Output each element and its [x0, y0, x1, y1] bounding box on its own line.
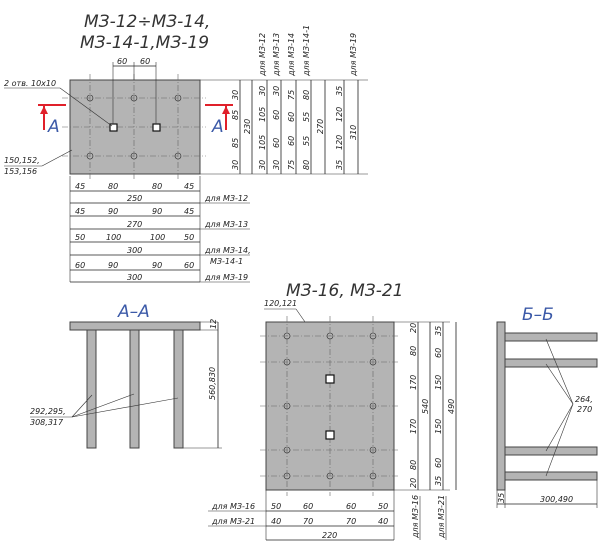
right-dims — [200, 25, 368, 174]
aa-parts-2: 308,317 — [30, 418, 64, 427]
left-dim-30a: 30 — [231, 89, 240, 100]
aa-leg — [130, 330, 139, 448]
top-view-title-line2: МЗ-14-1,МЗ-19 — [80, 33, 210, 53]
dim-row14-b: 100 — [106, 233, 122, 242]
col14-c: 60 — [287, 135, 296, 146]
col12-a: 30 — [258, 85, 267, 96]
parts-label-1: 150,152, — [4, 156, 40, 165]
mz16-a4: 170 — [409, 418, 418, 434]
label-12: для МЗ-12 — [205, 194, 249, 203]
col19-d: 35 — [335, 159, 344, 170]
mz16-total-b: 490 — [447, 398, 456, 414]
dim-row1-b: 80 — [108, 182, 119, 191]
dim-60-left: 60 — [117, 57, 128, 66]
mz16-b1: 35 — [434, 325, 443, 336]
col-header-141: для МЗ-14-1 — [302, 24, 311, 76]
col12-d: 30 — [258, 159, 267, 170]
dim-row14-d: 50 — [184, 233, 195, 242]
mz16-label-21: для МЗ-21 — [212, 517, 256, 526]
col19-b: 120 — [335, 106, 344, 122]
mz16-parts: 120,121 — [264, 299, 298, 308]
square-hole — [153, 124, 160, 131]
mz16-row21-a: 40 — [271, 517, 282, 526]
col141-b: 55 — [302, 111, 311, 122]
left-dim-30b: 30 — [231, 159, 240, 170]
mz16-row16-c: 60 — [346, 502, 357, 511]
mz16-b2: 60 — [434, 347, 443, 358]
mz16-row16-b: 60 — [303, 502, 314, 511]
mz16-a6: 20 — [409, 477, 418, 488]
col-header-12: для МЗ-12 — [258, 32, 267, 76]
top-view-title-line1: МЗ-12÷МЗ-14, — [84, 12, 211, 32]
section-a-left: А — [48, 117, 60, 137]
mz16-label-16: для МЗ-16 — [212, 502, 256, 511]
aa-thickness: 12 — [209, 318, 218, 329]
aa-plate — [70, 322, 200, 330]
left-dim-85b: 85 — [231, 137, 240, 148]
bb-width: 300,490 — [540, 495, 574, 504]
mz16-row21-b: 70 — [303, 517, 314, 526]
col141-a: 80 — [302, 89, 311, 100]
col-header-14: для МЗ-14 — [287, 32, 296, 76]
dim-row1-d: 45 — [184, 182, 195, 191]
col141-c: 55 — [302, 135, 311, 146]
col12-c: 105 — [258, 134, 267, 150]
col14-b: 60 — [287, 111, 296, 122]
col14-d: 75 — [287, 159, 296, 170]
mz16-b6: 35 — [434, 475, 443, 486]
col141-total: 270 — [316, 118, 325, 134]
mz16-title: МЗ-16, МЗ-21 — [286, 281, 404, 301]
bb-rib — [505, 333, 597, 341]
mz16-row21-d: 40 — [378, 517, 389, 526]
mz16-row21-c: 70 — [346, 517, 357, 526]
bb-rib — [505, 359, 597, 367]
mz16-a2: 80 — [409, 345, 418, 356]
dim-row1-c: 80 — [152, 182, 163, 191]
col19-total: 310 — [349, 124, 358, 140]
col141-d: 80 — [302, 159, 311, 170]
bb-rib — [505, 447, 597, 455]
top-view — [4, 12, 368, 282]
dim-row19-d: 60 — [184, 261, 195, 270]
dim-row13-a: 45 — [75, 207, 86, 216]
mz16-b5: 60 — [434, 457, 443, 468]
section-aa — [30, 302, 222, 448]
col13-d: 30 — [272, 159, 281, 170]
bottom-dims — [70, 176, 251, 282]
left-total: 230 — [243, 118, 252, 134]
holes-note: 2 отв. 10х10 — [4, 79, 57, 88]
total-12: 250 — [127, 194, 143, 203]
dim-row13-d: 45 — [184, 207, 195, 216]
dim-row1-a: 45 — [75, 182, 86, 191]
label-14b: МЗ-14-1 — [210, 257, 244, 266]
mz16-vlabel-16: для МЗ-16 — [411, 494, 420, 538]
dim-row14-c: 100 — [150, 233, 166, 242]
mz16-a1: 20 — [409, 322, 418, 333]
label-13: для МЗ-13 — [205, 220, 249, 229]
aa-leg — [87, 330, 96, 448]
section-a-right: А — [212, 117, 224, 137]
dim-row14-a: 50 — [75, 233, 86, 242]
mz16-a3: 170 — [409, 374, 418, 390]
total-19: 300 — [127, 273, 143, 282]
mz16-vlabel-21: для МЗ-21 — [437, 494, 446, 538]
total-14: 300 — [127, 246, 143, 255]
col19-a: 35 — [335, 85, 344, 96]
mz16-b3: 150 — [434, 374, 443, 390]
aa-parts-1: 292,295, — [30, 407, 66, 416]
mz16-total-21: 220 — [322, 531, 338, 540]
bb-thickness: 35 — [497, 492, 506, 503]
aa-leg — [174, 330, 183, 448]
mz16-row16-a: 50 — [271, 502, 282, 511]
left-dim-85a: 85 — [231, 109, 240, 120]
square-hole — [326, 375, 334, 383]
aa-height: 560,830 — [208, 366, 217, 400]
bb-rib — [505, 472, 597, 480]
mz16-a5: 80 — [409, 459, 418, 470]
mz16-b4: 150 — [434, 418, 443, 434]
section-bb — [497, 305, 597, 508]
label-19: для МЗ-19 — [205, 273, 249, 282]
dim-row19-b: 90 — [108, 261, 119, 270]
col12-b: 105 — [258, 106, 267, 122]
bb-parts-2: 270 — [577, 405, 593, 414]
section-bb-title: Б–Б — [522, 305, 554, 325]
bb-parts-1: 264, — [575, 395, 593, 404]
col-header-13: для МЗ-13 — [272, 32, 281, 76]
col13-c: 60 — [272, 137, 281, 148]
mz16-total-a: 540 — [421, 398, 430, 414]
col-header-19: для МЗ-19 — [349, 32, 358, 76]
col14-a: 75 — [287, 89, 296, 100]
dim-row19-a: 60 — [75, 261, 86, 270]
mz16-view — [208, 281, 456, 540]
bb-plate — [497, 322, 505, 490]
dim-row13-b: 90 — [108, 207, 119, 216]
col19-c: 120 — [335, 134, 344, 150]
mz16-row16-d: 50 — [378, 502, 389, 511]
label-14a: для МЗ-14, — [205, 246, 251, 255]
dim-row19-c: 90 — [152, 261, 163, 270]
parts-label-2: 153,156 — [4, 167, 38, 176]
total-13: 270 — [127, 220, 143, 229]
square-hole — [326, 431, 334, 439]
col13-a: 30 — [272, 85, 281, 96]
col13-b: 60 — [272, 109, 281, 120]
dim-row13-c: 90 — [152, 207, 163, 216]
dim-60-right: 60 — [140, 57, 151, 66]
section-aa-title: А–А — [118, 302, 150, 322]
